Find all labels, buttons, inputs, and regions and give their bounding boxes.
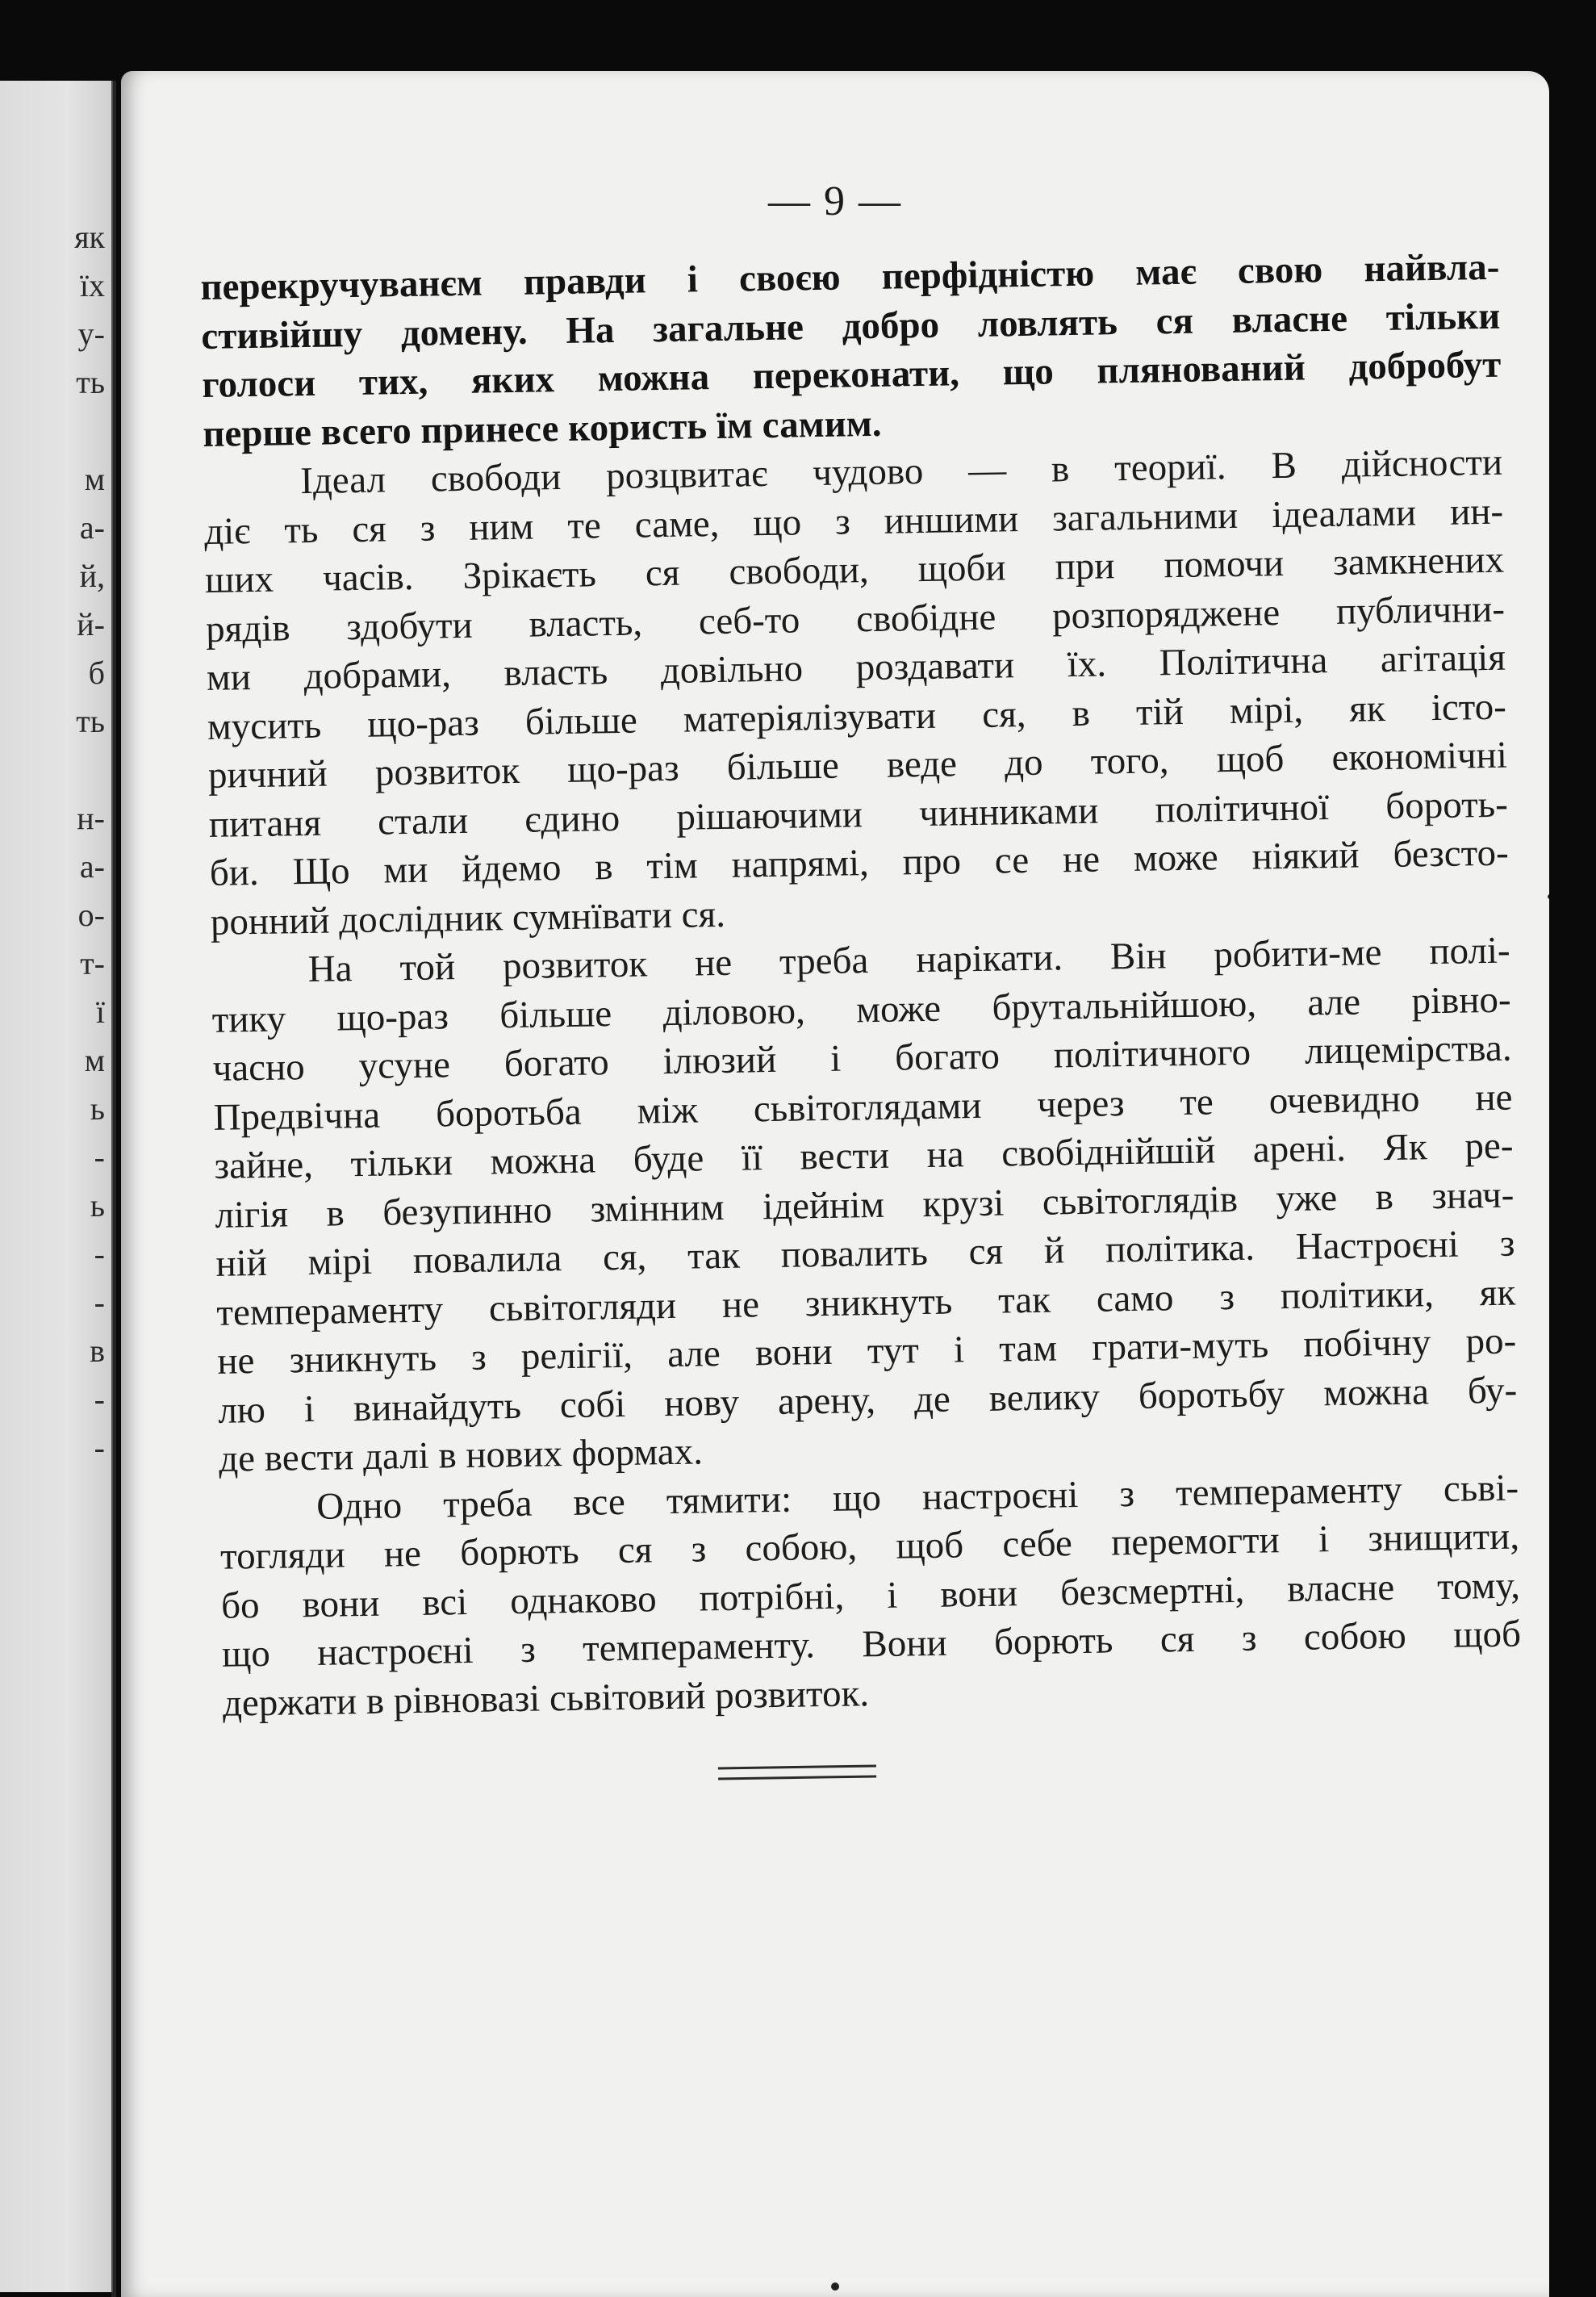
text-line: тику що-раз більше діловою, може брутальнійшою, але рівно-	[211, 978, 1511, 1041]
adjacent-page-fragment: й,	[79, 558, 105, 594]
adjacent-page-fragment: їх	[79, 267, 105, 303]
adjacent-page-fragment: в	[90, 1333, 105, 1369]
adjacent-page-fragment: ть	[76, 703, 105, 739]
adjacent-page-fragment: як	[74, 219, 105, 255]
text-line: держати в рівновазі сьвітовий розвиток.	[222, 1671, 870, 1725]
end-ornament-rule	[718, 1764, 876, 1780]
adjacent-page-fragment: -	[94, 1429, 105, 1466]
adjacent-page-fragment: м	[84, 1042, 105, 1078]
text-line: ронний дослідник сумнївати ся.	[210, 893, 726, 943]
binding-gutter	[111, 81, 116, 2297]
page-number: — 9 —	[768, 178, 902, 224]
adjacent-page-strip	[0, 81, 113, 2292]
adjacent-page-fragment: о-	[77, 897, 105, 933]
text-line: діє ть ся з ним те саме, що з иншими загальними ідеалами ин-	[203, 490, 1504, 553]
adjacent-page-fragment: м	[84, 461, 105, 497]
text-line: ми добрами, власть довільно роздавати їх. Політична агітація	[206, 636, 1506, 699]
text-line: де вести далі в нових формах.	[218, 1430, 704, 1480]
text-line: голоси тих, яких можна переконати, що плянований добробут	[201, 343, 1502, 406]
text-line: ній мірі повалила ся, так повалить ся й політика. Настроєні з	[215, 1222, 1515, 1285]
adjacent-page-fragment: ь	[90, 1090, 105, 1127]
paragraph	[200, 243, 1502, 458]
adjacent-page-fragment: ть	[76, 364, 105, 400]
text-line: Ідеал свободи розцвитає чудово — в теориї. В дійсности	[299, 441, 1503, 503]
book-page	[121, 71, 1549, 2297]
adjacent-page-fragment: н-	[77, 800, 105, 836]
text-line: не зникнуть з релігії, але вони тут і там грати-муть побічну ро-	[216, 1320, 1517, 1383]
text-line: На той розвиток не треба нарікати. Він робити-ме полі-	[307, 929, 1510, 991]
paragraph	[219, 1463, 1523, 1728]
text-line: лю і винайдуть собі нову арену, де велику боротьбу можна бу-	[217, 1369, 1518, 1432]
text-line: часно усуне богато ілюзий і богато політичного лицемірства.	[212, 1027, 1512, 1090]
scan-speck	[831, 2282, 839, 2291]
adjacent-page-fragment: а-	[79, 848, 105, 885]
text-line: перекручуванєм правди і своєю перфідністю має свою найвла-	[200, 245, 1500, 308]
text-line: Предвічна боротьба між сьвітоглядами через те очевидно не	[213, 1076, 1513, 1139]
body-text	[200, 243, 1522, 1728]
text-line: питаня стали єдино рішаючими чинниками політичної бороть-	[208, 783, 1509, 846]
text-line: тогляди не борють ся з собою, щоб себе перемогти і знищити,	[219, 1515, 1520, 1578]
paragraph	[203, 438, 1510, 947]
text-line: перше всего принесе користь їм самим.	[202, 402, 882, 455]
text-line: мусить що-раз більше матеріялізувати ся, в тій мірі, як істо-	[207, 685, 1507, 748]
text-line: ричний розвиток що-раз більше веде до того, щоб економічні	[207, 734, 1508, 797]
text-line: бо вони всі однаково потрібні, і вони безсмертні, власне тому,	[220, 1564, 1521, 1627]
scan-speck	[1548, 894, 1549, 899]
adjacent-page-fragment: у-	[77, 316, 105, 352]
adjacent-page-fragment: а-	[79, 509, 105, 546]
paragraph	[211, 927, 1518, 1484]
text-line: зайне, тільки можна буде її вести на свобіднійшій арені. Як ре-	[214, 1124, 1514, 1187]
adjacent-page-fragment: ь	[90, 1187, 105, 1224]
text-line: лігія в безупинно змінним ідейнім крузі сьвітоглядів уже в знач-	[215, 1174, 1515, 1236]
text-line: що настроєні з темпераменту. Вони борють ся з собою щоб	[221, 1613, 1522, 1676]
text-line: стивійшу домену. На загальне добро ловлять ся власне тільки	[201, 295, 1501, 358]
adjacent-page-fragment: -	[94, 1139, 105, 1175]
text-line: темпераменту сьвітогляди не зникнуть так само з політики, як	[216, 1271, 1516, 1334]
adjacent-page-fragment: ї	[95, 994, 105, 1030]
adjacent-page-fragment: -	[94, 1284, 105, 1320]
adjacent-page-fragment: -	[94, 1236, 105, 1272]
text-line: Одно треба все тямити: що настроєні з темпераменту сьві-	[315, 1466, 1519, 1528]
adjacent-page-fragment: -	[94, 1381, 105, 1417]
text-line: ших часів. Зрікаєть ся свободи, щоби при помочи замкнених	[204, 538, 1505, 601]
text-line: рядів здобути власть, себ-то свобідне розпоряджене публични-	[205, 588, 1506, 651]
adjacent-page-fragment: б	[88, 655, 105, 691]
text-line: би. Що ми йдемо в тім напрямі, про се не може ніякий безсто-	[209, 831, 1510, 894]
adjacent-page-fragment: й-	[77, 606, 105, 642]
adjacent-page-fragment: т-	[80, 945, 105, 981]
